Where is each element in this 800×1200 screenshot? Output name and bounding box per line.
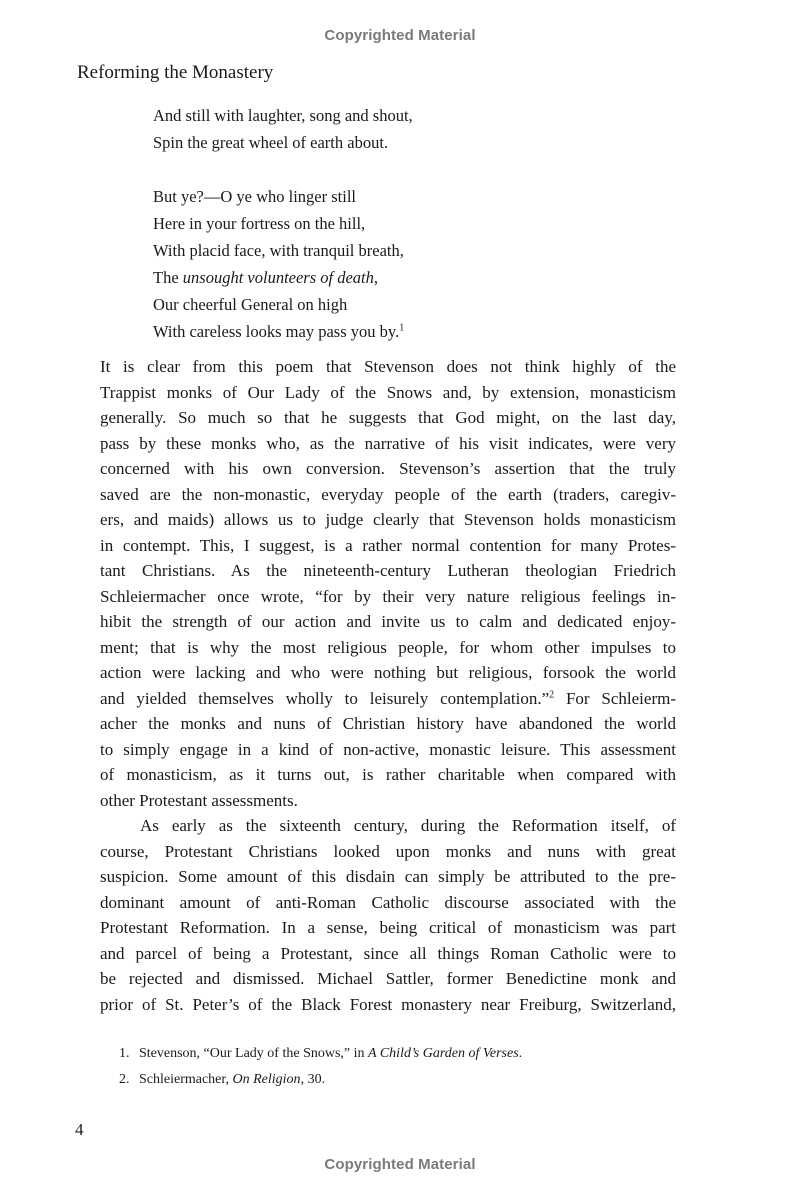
- text-line: suspicion. Some amount of this disdain can simply be attributed to the pre-: [100, 867, 676, 886]
- footnote-number: 2.: [119, 1072, 130, 1087]
- text-line: dominant amount of anti-Roman Catholic discourse associated with the: [100, 892, 676, 912]
- text-line: As early as the sixteenth century, during the Reformation itself, of: [140, 816, 676, 835]
- text-line: to simply engage in a kind of non-active, monastic leisure. This assessment: [100, 739, 676, 759]
- footnote-number: 1.: [119, 1046, 130, 1061]
- text-line: ers, and maids) allows us to judge clearly that Stevenson holds monasticism: [100, 510, 676, 529]
- text-line: saved are the non-monastic, everyday people of the earth (traders, caregiv-: [100, 484, 676, 504]
- running-head: Reforming the Monastery: [77, 62, 274, 83]
- text-line: prior of St. Peter’s of the Black Forest monastery near Freiburg, Switzerland,: [100, 994, 676, 1014]
- text-line: [100, 686, 676, 712]
- text-line: other Protestant assessments.: [100, 790, 298, 810]
- poem-line: With placid face, with tranquil breath,: [153, 241, 404, 260]
- poem-line: Our cheerful General on high: [153, 295, 348, 314]
- footnote-ref-2[interactable]: 2: [549, 688, 555, 700]
- poem-line: Spin the great wheel of earth about.: [153, 133, 389, 152]
- footnote-title: On Religion: [232, 1072, 301, 1087]
- poem-text: With careless looks may pass you by.: [153, 322, 400, 341]
- text-segment: and yielded themselves wholly to leisurely contemplation.”: [100, 688, 550, 708]
- footnote-text: Stevenson, “Our Lady of the Snows,” in: [139, 1046, 369, 1061]
- text-line: hibit the strength of our action and invite us to calm and dedicated enjoy-: [100, 612, 676, 631]
- watermark-top: Copyrighted Material: [324, 27, 476, 44]
- footnote-2: [119, 1067, 522, 1093]
- text-line: be rejected and dismissed. Michael Sattler, former Benedictine monk and: [100, 969, 676, 988]
- poem-text: The: [153, 268, 183, 287]
- paragraph-2: [100, 813, 676, 1017]
- text-line: Protestant Reformation. In a sense, being critical of monasticism was part: [100, 918, 676, 937]
- text-line: of monasticism, as it turns out, is rather charitable when compared with: [100, 765, 676, 784]
- body-text: [100, 354, 676, 1017]
- poem-line: But ye?—O ye who linger still: [153, 187, 357, 206]
- text-line: and parcel of being a Protestant, since all things Roman Catholic were to: [100, 943, 676, 963]
- page-number: 4: [75, 1120, 84, 1139]
- text-line: action were lacking and who were nothing but religious, forsook the world: [100, 663, 676, 682]
- poem-excerpt: [153, 102, 413, 345]
- text-line: concerned with his own conversion. Stevenson’s assertion that the truly: [100, 459, 676, 478]
- footnote-1: [119, 1041, 522, 1067]
- footnote-title: A Child’s Garden of Verses: [368, 1046, 519, 1061]
- text-segment: For Schleierm-: [554, 688, 676, 708]
- poem-line: Here in your fortress on the hill,: [153, 214, 366, 233]
- footnote-ref-1[interactable]: 1: [399, 322, 405, 334]
- text-line: Trappist monks of Our Lady of the Snows and, by extension, monasticism: [100, 382, 676, 402]
- poem-italic-text: unsought volunteers of death: [182, 268, 374, 287]
- text-line: Schleiermacher once wrote, “for by their very nature religious feelings in-: [100, 586, 676, 606]
- text-line: pass by these monks who, as the narrative of his visit indicates, were very: [100, 433, 676, 453]
- footnote-text: .: [518, 1046, 523, 1061]
- text-line: in contempt. This, I suggest, is a rather normal contention for many Protes-: [100, 535, 676, 555]
- footnotes: [119, 1041, 522, 1093]
- footnote-text: Schleiermacher,: [139, 1072, 233, 1087]
- paragraph-1: [100, 354, 676, 813]
- text-line: It is clear from this poem that Stevenson does not think highly of the: [100, 357, 676, 376]
- poem-line: [153, 318, 413, 345]
- poem-line: And still with laughter, song and shout,: [153, 106, 413, 125]
- poem-text: ,: [373, 268, 379, 287]
- text-line: tant Christians. As the nineteenth-century Lutheran theologian Friedrich: [100, 561, 676, 580]
- text-line: generally. So much so that he suggests that God might, on the last day,: [100, 408, 676, 427]
- text-line: acher the monks and nuns of Christian history have abandoned the world: [100, 714, 676, 733]
- poem-line: [153, 264, 413, 291]
- watermark-bottom: Copyrighted Material: [324, 1156, 476, 1173]
- footnote-text: , 30.: [300, 1072, 326, 1087]
- stanza-break: [153, 156, 413, 183]
- text-line: course, Protestant Christians looked upon monks and nuns with great: [100, 841, 676, 861]
- text-line: ment; that is why the most religious people, for whom other impulses to: [100, 637, 676, 657]
